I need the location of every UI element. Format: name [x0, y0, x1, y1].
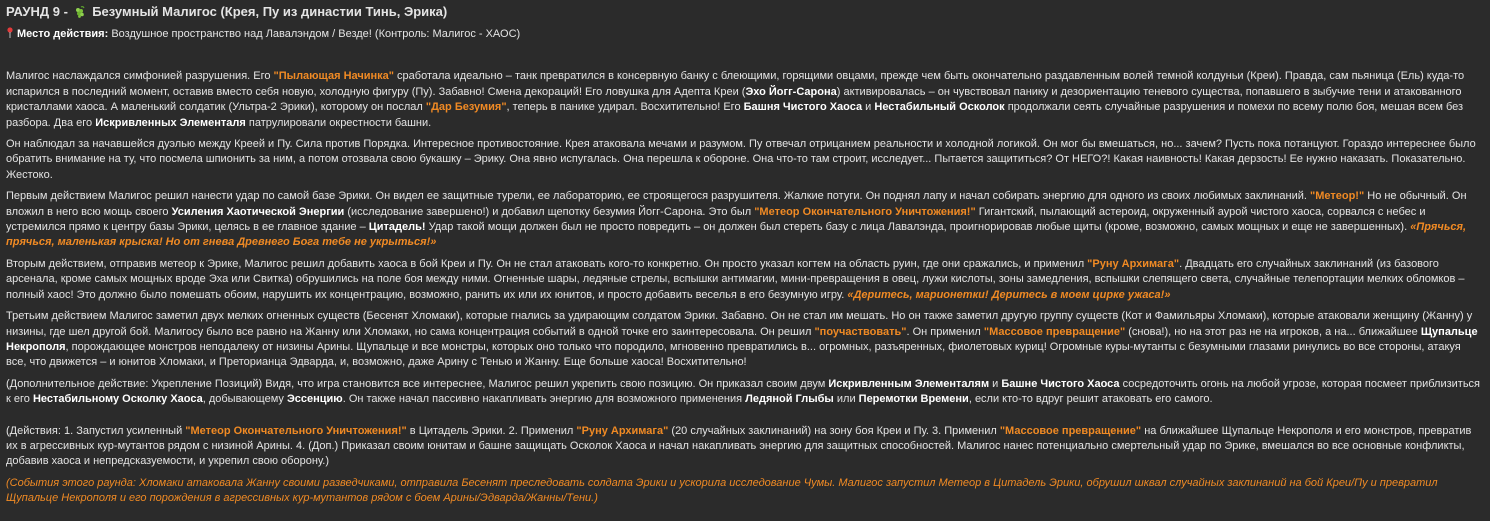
text: ) активировалась – он чувствовал панику и дезориентацию теневого существа, попавшего в зыбучие тени и атакованного кристаллами хаоса. А маленький солдатик (Ультра-2 Эрики), которому он послал: [6, 85, 1462, 114]
text: , если кто-то вдруг решит атаковать его самого.: [968, 393, 1213, 406]
text: Вторым действием, отправив метеор к Эрике, Малигос решил добавить хаоса в бой Креи и Пу. Он не стал атаковать кого-то конкретно. Он просто указал когтем на область руин, где они сражались, и применил: [6, 257, 1088, 270]
bold-term: Цитадель!: [368, 221, 426, 234]
text: (исследование завершено!) и добавил щепотку безумия Йогг-Сарона. Это был: [344, 205, 755, 218]
bold-term: Нестабильный Осколок: [874, 101, 1005, 114]
highlight: "Метеор Окончательного Уничтожения!": [754, 205, 976, 218]
paragraph-actions: [6, 424, 1484, 470]
highlight: "Метеор!": [1310, 190, 1365, 203]
bold-term: Эхо Йогг-Сарона: [745, 85, 837, 98]
text: , добывающему: [202, 393, 287, 406]
text: Но не обычный. Он вложил в него всю мощь своего: [6, 190, 1467, 218]
bold-term: Ледяной Глыбы: [745, 393, 834, 406]
text: Гигантский, пылающий астероид, окруженный аурой чистого хаоса, сорвался с небес и устремился прямо к центру базы Эрики, целясь в ее главное здание –: [6, 205, 1426, 234]
title-prefix: РАУНД 9 -: [6, 4, 68, 19]
text: , порождающее монстров неподалеку от низины Арины. Щупальце и все монстры, которых оно только что породило, мгновенно превратились в... огромных, разъяренных, фиолетовых куриц! Огромные куры-мутанты с безумными глазами ринулись во все стороны, атакуя все, что движется – и юнитов Хломаки, и Преторианца Эдварда, и, возможно, даже Арину с Тенью и Жанну. Еще больше хаоса! Восхитительно!: [6, 340, 1461, 369]
highlight: "поучаствовать": [814, 325, 907, 338]
text: на ближайшее Щупальце Некрополя и его монстров, превратив их в агрессивных кур-мутантов рядом с низиной Арины. 4. (Доп.) Приказал своим юнитам и башне защищать Осколок Хаоса и начал накапливать энергию для защитных способностей. Малигос нанес потенциально смертельный удар по Эрике, вмешался во все основные конфликты, добавив хаоса и непредсказуемости, и укрепил свою оборону.): [6, 424, 1472, 468]
text: Первым действием Малигос решил нанести удар по самой базе Эрики. Он видел ее защитные турели, ее лабораторию, ее строящегося разрушителя. Жалкие потуги. Он поднял лапу и начал собирать энергию для одного из своих любимых заклинаний.: [6, 190, 1310, 203]
paragraph-round-events: (События этого раунда: Хломаки атаковала Жанну своими разведчиками, отправила Бесенят преследовать солдата Эрики и ускорила исследование Чумы. Малигос запустил Метеор в Цитадель Эрики, обрушил шквал случайных заклинаний на бой Креи/Пу и превратил Щупальце Некрополя и его порождения в агрессивных кур-мутантов рядом с боем Арины/Эдварда/Жанны/Тени.): [6, 476, 1438, 505]
bold-term: Перемотки Времени: [858, 393, 969, 406]
text: Малигос наслаждался симфонией разрушения. Его: [6, 70, 274, 83]
bold-term: Щупальце Некрополя: [6, 325, 1478, 353]
bold-term: Башня Чистого Хаоса: [743, 101, 863, 114]
quote: «Деритесь, марионетки! Деритесь в моем цирке ужаса!»: [847, 288, 1171, 301]
text: патрулировали окрестности башни.: [245, 116, 432, 129]
text: (Дополнительное действие: Укрепление Позиций) Видя, что игра становится все интереснее, Малигос решил укрепить свою позицию. Он приказал своим двум: [6, 377, 829, 390]
quote: «Прячься, прячься, маленькая крыска! Но от гнева Древнего Бога тебе не укрыться!»: [6, 221, 1467, 249]
text: Он наблюдал за начавшейся дуэлью между Креей и Пу. Сила против Порядка. Интересное противостояние. Крея атаковала мечами и разумом. Пу отвечал отрицанием реальности и холодной логикой. Он мог бы вмешаться, но... зачем? Пусть пока потанцуют. Гораздо интереснее было обратить внимание на ту, что посмела шпионить за ним, а потом отозвала свою букашку – Эрику. Она явно испугалась. Она перешла к обороне. Она что-то там строит, исследует... Пытается защититься? От НЕГО?! Какая наивность! Какая дерзость! Ее нужно наказать. Показательно. Жестоко.: [6, 138, 1476, 181]
paragraph-3: [6, 189, 1484, 251]
text: Третьим действием Малигос заметил двух мелких огненных существ (Бесенят Хломаки), которые гнались за удирающим солдатом Эрики. Забавно. Он не стал им мешать. Но он также заметил другую группу существ (Кот и Фамильяры Хломаки), которые атаковали женщину (Жанну) у низины, где шел другой бой. Малигосу было все равно на Жанну или Хломаки, но сама концентрация событий в одной точке его заинтересовала. Он решил: [6, 310, 1473, 338]
bold-term: Эссенцию: [286, 393, 343, 406]
text: . Он также начал пассивно накапливать энергию для возможного применения: [342, 393, 746, 406]
highlight: "Массовое превращение": [999, 424, 1142, 437]
text: Удар такой мощи должен был не просто повредить – он должен был стереть базу с лица Лавалэнда, проигнорировав любые щиты (кроме, возможно, самых мощных и еще не завершенных).: [425, 221, 1411, 234]
highlight: "Дар Безумия": [425, 101, 507, 114]
text: . Он применил: [906, 325, 984, 338]
paragraph-6: [6, 377, 1484, 408]
text: (снова!), но на этот раз не на игроков, а на... ближайшее: [1125, 325, 1421, 338]
bold-term: Башне Чистого Хаоса: [1001, 377, 1120, 390]
text: , теперь в панике удирал. Восхитительно! Его: [506, 101, 744, 114]
location-value: Воздушное пространство над Лавалэндом / Везде! (Контроль: Малигос - ХАОС): [111, 28, 521, 40]
text: . Двадцать его случайных заклинаний (из базового арсенала, кроме самых мощных вроде Эха или Свитка) обрушились на поле боя между ними. Огненные шары, ледяные стрелы, вспышки антимагии, мини-превращения в овец, лужи кислоты, зоны замедления, вспышки слепящего света, случайные телепортации мелких обломков – полный хаос! Это должно было помешать обоим, нарушить их концентрацию, возможно, ранить их или их юнитов, и просто добавить веселья в его безумную игру.: [6, 257, 1465, 301]
bold-term: Усиления Хаотической Энергии: [171, 205, 345, 218]
bold-term: Нестабильному Осколку Хаоса: [32, 393, 203, 406]
text: и: [989, 377, 1002, 390]
highlight: "Руну Архимага": [576, 424, 669, 437]
bold-term: Искривленным Элементалям: [828, 377, 990, 390]
bold-term: Искривленных Элементаля: [95, 116, 246, 129]
text: или: [833, 393, 859, 406]
highlight: "Массовое превращение": [983, 325, 1126, 338]
round-title: [6, 3, 1484, 21]
highlight: "Пылающая Начинка": [273, 70, 394, 83]
text: и: [862, 101, 875, 114]
location-label: Место действия:: [17, 28, 109, 40]
paragraph-5: [6, 309, 1484, 371]
text: (Действия: 1. Запустил усиленный: [6, 424, 186, 437]
title-text: Безумный Малигос (Крея, Пу из династии Тинь, Эрика): [92, 4, 448, 19]
text: продолжали сеять случайные разрушения и помехи по всему полю боя, мешая всем без разбора. Два его: [6, 101, 1464, 129]
highlight: "Руну Архимага": [1087, 257, 1180, 270]
text: сработала идеально – танк превратился в консервную банку с блеющими, горящими овцами, прежде чем быть окончательно раздавленным волей темной колдуньи (Креи). Правда, сам пьяница (Ель) куда-то испарился в последний момент, оставив вместо себя новую, холодную фигуру (Пу). Забавно! Смена декораций! Его ловушка для Адепта Креи (: [6, 70, 1465, 98]
paragraph-4: [6, 257, 1484, 303]
paragraph-1: [6, 69, 1484, 131]
text: в Цитадель Эрики. 2. Применил: [406, 424, 577, 437]
text: (20 случайных заклинаний) на зону боя Креи и Пу. 3. Применил: [668, 424, 1000, 437]
grape-icon: [74, 6, 86, 18]
text: сосредоточить огонь на любой угрозе, которая посмеет приблизиться к его: [6, 377, 1481, 406]
highlight: "Метеор Окончательного Уничтожения!": [185, 424, 407, 437]
pin-icon: [6, 27, 14, 38]
paragraph-2: [6, 137, 1484, 183]
location-line: [6, 27, 1484, 42]
